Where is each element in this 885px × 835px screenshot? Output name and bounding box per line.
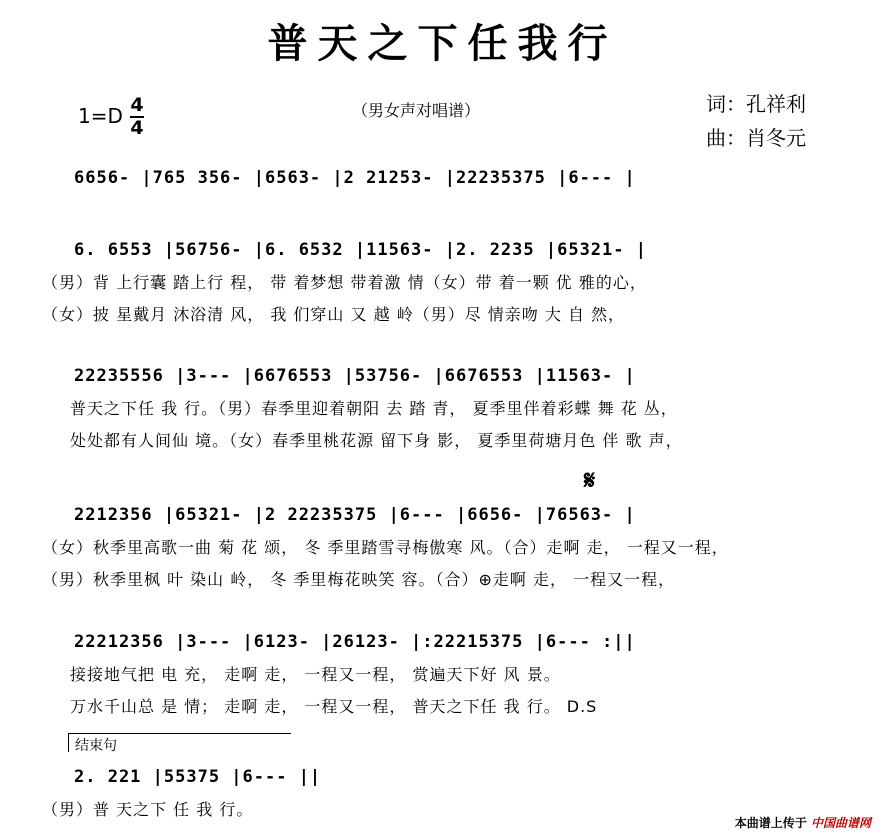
lyric-line: 处处都有人间仙 境。（女）春季里桃花源 留下身 影， 夏季里荷塘月色 伴 歌 声， xyxy=(70,431,683,450)
score-line-5 xyxy=(0,632,885,716)
time-signature-bottom: 4 xyxy=(130,117,144,139)
notation-line: 22235556 |3--- |6676553 |53756- |6676553 |11563- | xyxy=(74,366,636,386)
score-line-2 xyxy=(0,240,885,324)
time-signature xyxy=(130,95,144,139)
score-line-6 xyxy=(0,767,885,819)
lyric-line: （男）普 天之下 任 我 行。 xyxy=(42,800,254,819)
lyric-line: 万水千山总 是 情； 走啊 走， 一程又一程， 普天之下任 我 行。 D.S xyxy=(70,697,598,716)
lyricist-credit: 词：孔祥利 xyxy=(706,92,806,116)
notation-line: 2212356 |65321- |2 22235375 |6--- |6656- |76563- | xyxy=(74,505,636,525)
score-line-1 xyxy=(0,168,885,220)
lyric-line: 接接地气把 电 充， 走啊 走， 一程又一程， 赏遍天下好 风 景。 xyxy=(70,665,561,684)
lyric-line: 普天之下任 我 行。（男）春季里迎着朝阳 去 踏 青， 夏季里伴着彩蝶 舞 花 丛， xyxy=(70,399,678,418)
upload-text: 本曲谱上传于 xyxy=(734,816,807,830)
notation-line: 22212356 |3--- |6123- |26123- |:22215375 |6--- :|| xyxy=(74,632,636,652)
lyric-line: （女）秋季里高歌一曲 菊 花 颂， 冬 季里踏雪寻梅傲寒 风。（合）走啊 走， 一程又一程， xyxy=(42,538,729,557)
time-signature-top: 4 xyxy=(130,94,144,116)
key-signature: 1=D xyxy=(78,104,123,128)
segno-sign: 𝄋 xyxy=(584,466,596,496)
notation-line: 6. 6553 |56756- |6. 6532 |11563- |2. 2235 |65321- | xyxy=(74,240,647,260)
song-title: 普天之下任我行 xyxy=(267,20,618,67)
notation-line: 2. 221 |55375 |6--- || xyxy=(74,767,322,787)
score-line-4 xyxy=(0,505,885,589)
coda-bracket xyxy=(68,733,291,752)
lyric-line: （男）秋季里枫 叶 染山 岭， 冬 季里梅花映笑 容。（合）⊕走啊 走， 一程又一程， xyxy=(42,570,676,589)
lyric-line: （男）背 上行囊 踏上行 程， 带 着梦想 带着激 情（女）带 着一颗 优 雅的心， xyxy=(42,273,647,292)
song-subtitle: （男女声对唱谱） xyxy=(352,101,481,120)
lyric-line: （女）披 星戴月 沐浴清 风， 我 们穿山 又 越 岭（男）尽 情亲吻 大 自 然， xyxy=(42,305,626,324)
upload-credit xyxy=(735,814,871,831)
coda-label: 结束句 xyxy=(75,738,117,754)
score-line-3 xyxy=(0,366,885,450)
composer-credit: 曲：肖冬元 xyxy=(706,126,806,150)
notation-line: 6656- |765 356- |6563- |2 21253- |22235375 |6--- | xyxy=(74,168,636,188)
site-logo: 中国曲谱网 xyxy=(810,816,871,830)
